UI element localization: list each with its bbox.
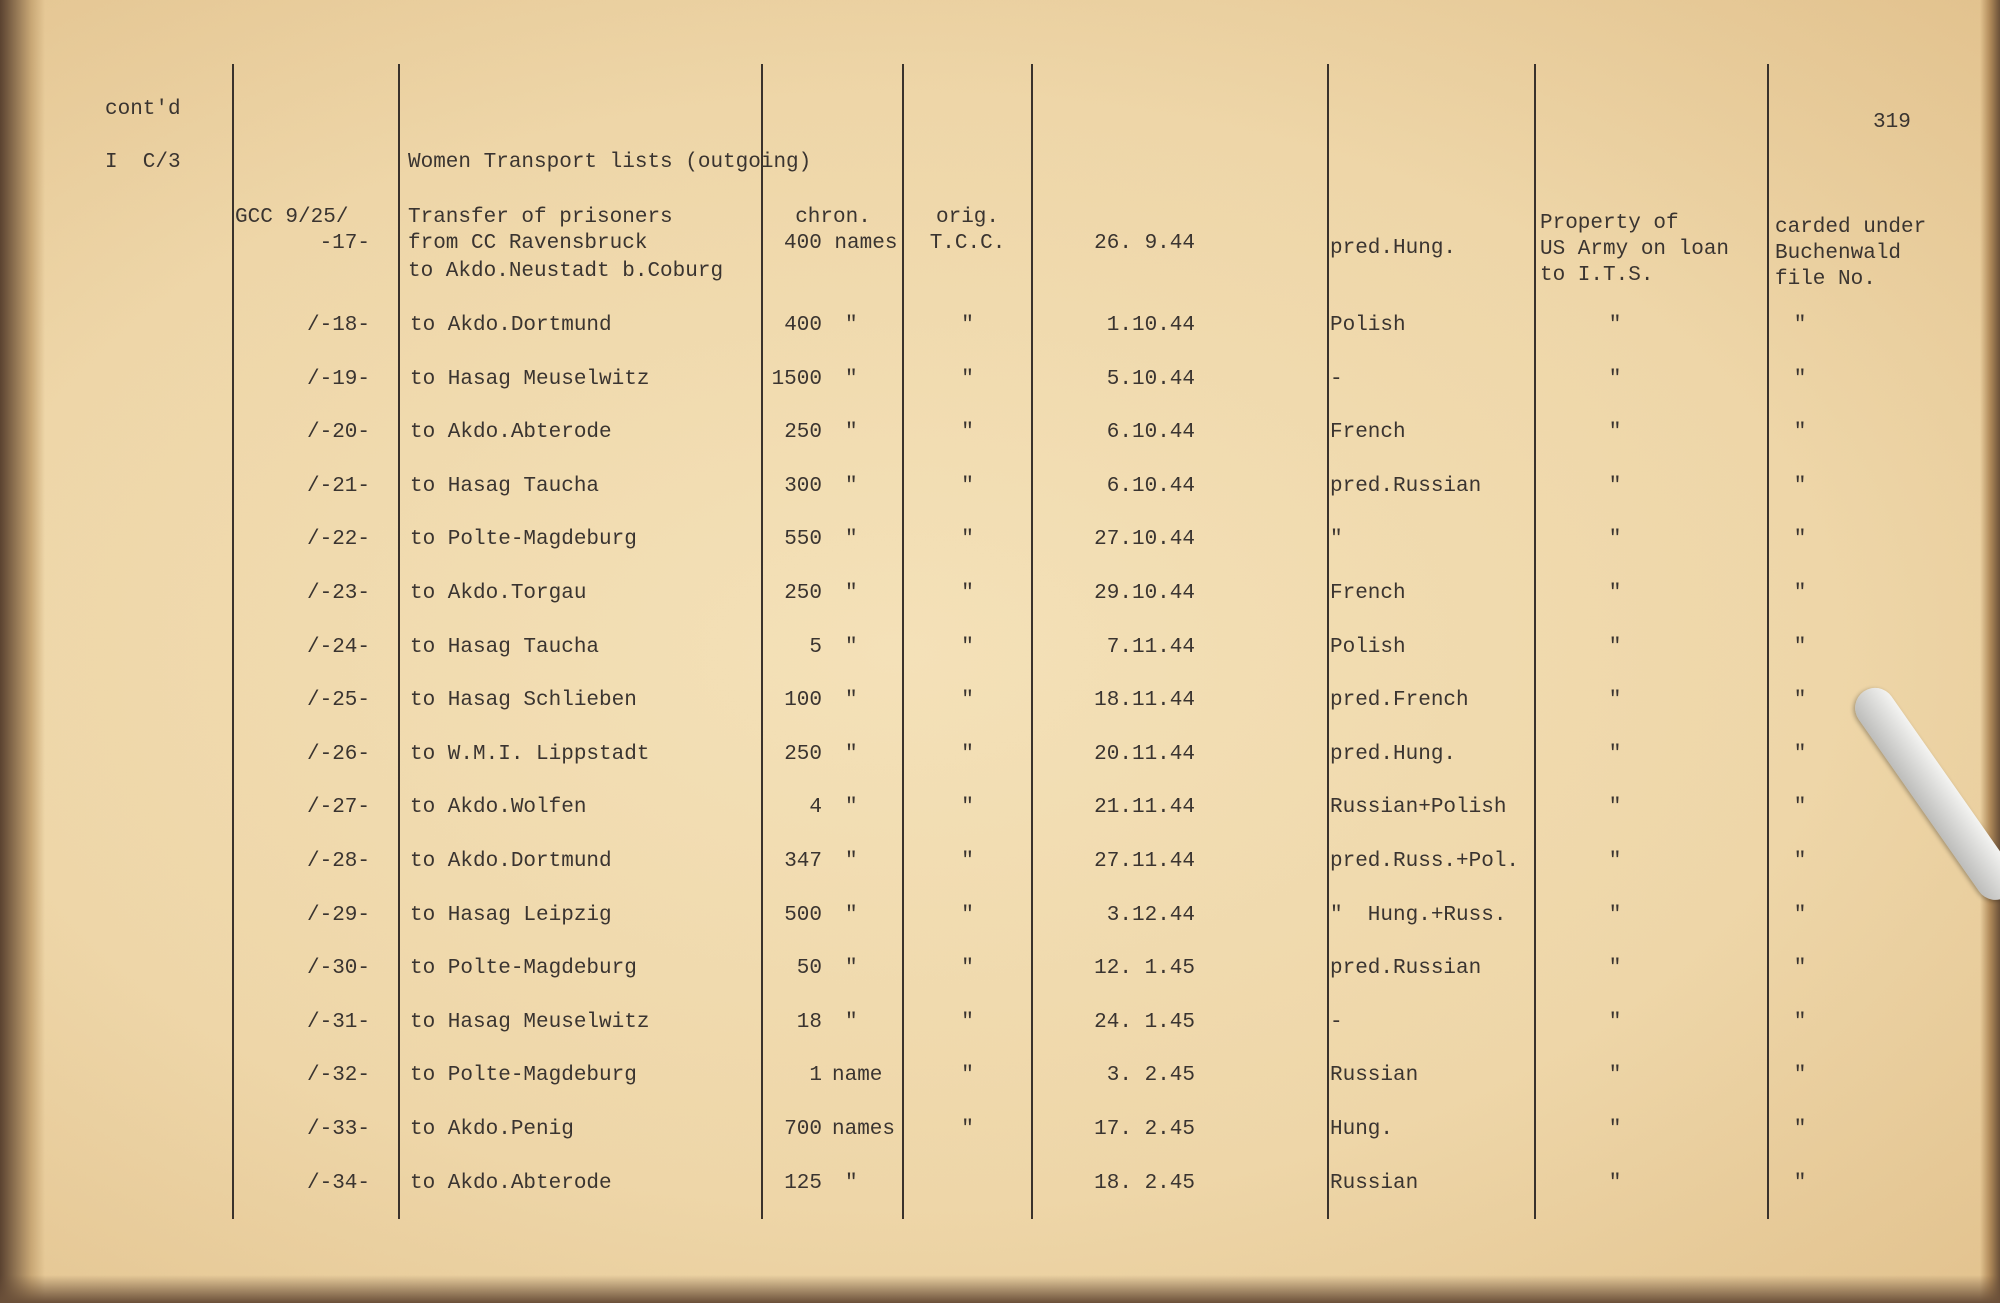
property-value: " <box>1608 582 1622 605</box>
entry-number: /-21- <box>306 474 370 498</box>
description-line: to Akdo.Neustadt b.Coburg <box>408 260 724 283</box>
carded-header: file No. <box>1775 268 1876 291</box>
carded-value: " <box>1793 314 1807 337</box>
nationality: Hung. <box>1330 1118 1394 1141</box>
carded-value: " <box>1793 1010 1807 1034</box>
transport-date: 18. 2.45 <box>1094 1171 1195 1195</box>
name-count: 50 <box>796 957 822 981</box>
property-value: " <box>1608 474 1622 498</box>
name-count: 250 <box>784 421 822 445</box>
nationality: - <box>1330 367 1343 391</box>
entry-number: /-32- <box>306 1064 370 1088</box>
entry-number: /-34- <box>306 1171 370 1195</box>
description-line: Transfer of prisoners <box>408 206 673 229</box>
transport-date: 7.11.44 <box>1106 635 1195 659</box>
page-bottom-edge <box>0 1275 2000 1303</box>
carded-value: " <box>1793 850 1807 873</box>
nationality: Polish <box>1330 314 1406 337</box>
carded-value: " <box>1793 421 1807 445</box>
entry-number: /-28- <box>306 850 370 873</box>
count-unit: " <box>845 528 858 552</box>
carded-value: " <box>1793 903 1807 927</box>
count-unit: " <box>845 314 858 337</box>
property-header: to I.T.S. <box>1540 264 1654 287</box>
transport-date: 6.10.44 <box>1106 474 1195 498</box>
transport-date: 20.11.44 <box>1094 742 1195 766</box>
entry-number: /-22- <box>306 528 370 552</box>
property-value: " <box>1608 421 1622 445</box>
destination: to Akdo.Dortmund <box>410 314 612 337</box>
column-divider <box>902 64 904 1219</box>
carded-value: " <box>1793 528 1807 552</box>
name-count: 300 <box>784 474 822 498</box>
carded-header: Buchenwald <box>1775 242 1902 265</box>
entry-number: /-18- <box>306 314 370 337</box>
property-value: " <box>1608 796 1622 820</box>
property-header: US Army on loan <box>1540 238 1730 261</box>
orig-value: " <box>961 1064 974 1088</box>
column-divider <box>1031 64 1033 1219</box>
entry-number: /-31- <box>306 1010 370 1034</box>
property-value: " <box>1608 1171 1622 1195</box>
property-value: " <box>1608 903 1622 927</box>
carded-value: " <box>1793 1064 1807 1088</box>
carded-value: " <box>1793 1171 1807 1195</box>
count-unit: " <box>845 850 858 873</box>
count-unit: " <box>845 742 858 766</box>
destination: to Polte-Magdeburg <box>410 957 637 981</box>
carded-value: " <box>1793 367 1807 391</box>
section-title: Women Transport lists (outgoing) <box>408 151 812 174</box>
destination: to Polte-Magdeburg <box>410 1064 637 1088</box>
name-count: 500 <box>784 903 822 927</box>
chron-count: 400 names <box>784 232 898 255</box>
count-unit: " <box>845 582 858 605</box>
orig-value: " <box>961 582 974 605</box>
count-unit: " <box>845 689 858 713</box>
destination: to W.M.I. Lippstadt <box>410 742 650 766</box>
count-unit: name <box>832 1064 883 1088</box>
transport-date: 3.12.44 <box>1106 903 1195 927</box>
name-count: 1500 <box>771 367 822 391</box>
orig-value: " <box>961 367 974 391</box>
transport-date: 17. 2.45 <box>1094 1118 1195 1141</box>
carded-value: " <box>1793 796 1807 820</box>
orig-value: " <box>961 1118 974 1141</box>
property-value: " <box>1608 689 1622 713</box>
orig-value: " <box>961 421 974 445</box>
transport-date: 18.11.44 <box>1094 689 1195 713</box>
destination: to Hasag Taucha <box>410 635 600 659</box>
destination: to Polte-Magdeburg <box>410 528 637 552</box>
nationality: pred.Russian <box>1330 474 1482 498</box>
description-line: from CC Ravensbruck <box>408 232 648 255</box>
column-divider <box>398 64 400 1219</box>
name-count: 4 <box>809 796 822 820</box>
orig-value: " <box>961 1010 974 1034</box>
destination: to Akdo.Abterode <box>410 421 612 445</box>
count-unit: " <box>845 367 858 391</box>
column-divider <box>232 64 234 1219</box>
orig-value: " <box>961 474 974 498</box>
carded-header: carded under <box>1775 216 1927 239</box>
name-count: 400 <box>784 314 822 337</box>
carded-value: " <box>1793 474 1807 498</box>
entry-number: /-29- <box>306 903 370 927</box>
transport-date: 21.11.44 <box>1094 796 1195 820</box>
nationality: French <box>1330 421 1406 445</box>
name-count: 125 <box>784 1171 822 1195</box>
destination: to Akdo.Penig <box>410 1118 574 1141</box>
count-unit: " <box>845 1010 858 1034</box>
property-value: " <box>1608 957 1622 981</box>
nationality: " Hung.+Russ. <box>1330 903 1507 927</box>
name-count: 700 <box>784 1118 822 1141</box>
count-unit: names <box>832 1118 896 1141</box>
transport-date: 1.10.44 <box>1106 314 1195 337</box>
nationality: Polish <box>1330 635 1406 659</box>
count-unit: " <box>845 903 858 927</box>
entry-number: /-24- <box>306 635 370 659</box>
count-unit: " <box>845 1171 858 1195</box>
nationality: Russian+Polish <box>1330 796 1507 820</box>
nationality: pred.French <box>1330 689 1469 713</box>
name-count: 250 <box>784 742 822 766</box>
name-count: 347 <box>784 850 822 873</box>
entry-number: /-27- <box>306 796 370 820</box>
orig-value: " <box>961 903 974 927</box>
entry-number: /-23- <box>306 582 370 605</box>
destination: to Hasag Meuselwitz <box>410 1010 650 1034</box>
transport-date: 12. 1.45 <box>1094 957 1195 981</box>
count-unit: " <box>845 796 858 820</box>
section-code: I C/3 <box>105 151 181 174</box>
count-unit: " <box>845 474 858 498</box>
count-unit: " <box>845 957 858 981</box>
destination: to Akdo.Wolfen <box>410 796 587 820</box>
continued-label: cont'd <box>105 98 181 121</box>
name-count: 1 <box>809 1064 822 1088</box>
orig-value: " <box>961 528 974 552</box>
destination: to Akdo.Abterode <box>410 1171 612 1195</box>
property-header: Property of <box>1540 212 1679 235</box>
nationality: pred.Russian <box>1330 957 1482 981</box>
entry-number: /-19- <box>306 367 370 391</box>
transport-date: 24. 1.45 <box>1094 1010 1195 1034</box>
page-clip-tool <box>1847 680 2000 908</box>
property-value: " <box>1608 528 1622 552</box>
property-value: " <box>1608 314 1622 337</box>
carded-value: " <box>1793 957 1807 981</box>
entry-number: /-26- <box>306 742 370 766</box>
transport-date: 6.10.44 <box>1106 421 1195 445</box>
column-divider <box>1327 64 1329 1219</box>
transport-date: 26. 9.44 <box>1094 232 1195 255</box>
page-right-edge <box>1980 0 2000 1303</box>
property-value: " <box>1608 367 1622 391</box>
nationality: pred.Hung. <box>1330 237 1457 260</box>
orig-value: " <box>961 850 974 873</box>
destination: to Hasag Meuselwitz <box>410 367 650 391</box>
transport-date: 5.10.44 <box>1106 367 1195 391</box>
carded-value: " <box>1793 742 1807 766</box>
carded-value: " <box>1793 635 1807 659</box>
orig-header: orig. <box>935 206 999 229</box>
entry-number: /-30- <box>306 957 370 981</box>
entry-number: /-20- <box>306 421 370 445</box>
nationality: pred.Hung. <box>1330 742 1457 766</box>
orig-value: T.C.C. <box>929 232 1006 255</box>
nationality: pred.Russ.+Pol. <box>1330 850 1520 873</box>
orig-value: " <box>961 635 974 659</box>
count-unit: " <box>845 635 858 659</box>
orig-value: " <box>961 742 974 766</box>
destination: to Hasag Leipzig <box>410 903 612 927</box>
name-count: 100 <box>784 689 822 713</box>
nationality: " <box>1330 528 1343 552</box>
property-value: " <box>1608 1010 1622 1034</box>
transport-date: 3. 2.45 <box>1106 1064 1195 1088</box>
chron-header: chron. <box>795 206 871 229</box>
property-value: " <box>1608 635 1622 659</box>
nationality: Russian <box>1330 1064 1419 1088</box>
property-value: " <box>1608 742 1622 766</box>
property-value: " <box>1608 1118 1622 1141</box>
destination: to Akdo.Dortmund <box>410 850 612 873</box>
destination: to Hasag Taucha <box>410 474 600 498</box>
orig-value: " <box>961 957 974 981</box>
nationality: - <box>1330 1010 1343 1034</box>
transport-date: 27.11.44 <box>1094 850 1195 873</box>
orig-value: " <box>961 796 974 820</box>
name-count: 550 <box>784 528 822 552</box>
column-divider <box>1534 64 1536 1219</box>
orig-value: " <box>961 314 974 337</box>
name-count: 5 <box>809 635 822 659</box>
nationality: French <box>1330 582 1406 605</box>
orig-value: " <box>961 689 974 713</box>
carded-value: " <box>1793 1118 1807 1141</box>
entry-number: /-33- <box>306 1118 370 1141</box>
destination: to Akdo.Torgau <box>410 582 587 605</box>
entry-reference: GCC 9/25/ <box>235 206 349 229</box>
entry-number: -17- <box>319 232 370 255</box>
nationality: Russian <box>1330 1171 1419 1195</box>
carded-value: " <box>1793 689 1807 713</box>
transport-date: 29.10.44 <box>1094 582 1195 605</box>
count-unit: " <box>845 421 858 445</box>
property-value: " <box>1608 1064 1622 1088</box>
carded-value: " <box>1793 582 1807 605</box>
entry-number: /-25- <box>306 689 370 713</box>
book-gutter-edge <box>0 0 45 1303</box>
name-count: 18 <box>796 1010 822 1034</box>
transport-date: 27.10.44 <box>1094 528 1195 552</box>
name-count: 250 <box>784 582 822 605</box>
property-value: " <box>1608 850 1622 873</box>
destination: to Hasag Schlieben <box>410 689 637 713</box>
page-number: 319 <box>1873 111 1911 134</box>
